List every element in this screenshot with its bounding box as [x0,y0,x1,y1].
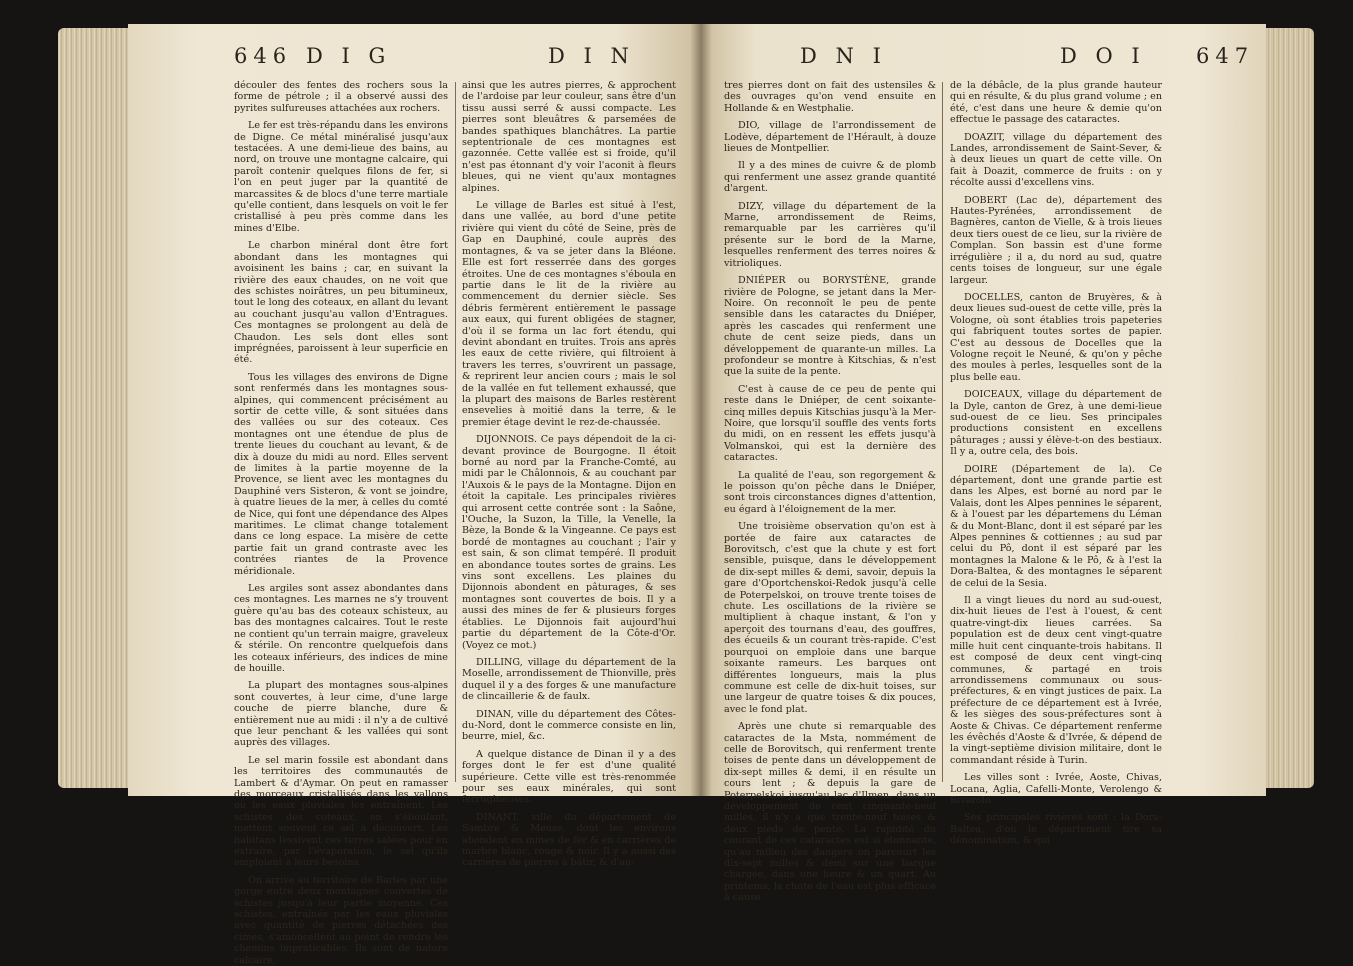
column-rule [942,82,943,782]
paragraph: Ses principales rivières sont : la Dora-Baltea, d'où le département tire sa dénomination, & qui [950,812,1162,847]
running-head-left: D N I [800,44,887,68]
paragraph: Les argiles sont assez abondantes dans ces montagnes. Les marnes ne s'y trouvent guère qu'au bas des coteaux schisteux, au bas des montagnes calcaires. Tout le reste ne contient qu'un terrain maigre, graveleux & stérile. On rencontre quelquefois dans les coteaux inférieurs, des indices de mine de houille. [234,583,448,674]
paragraph: DOCELLES, canton de Bruyères, & à deux lieues sud-ouest de cette ville, près la Vologne, où sont établies trois papeteries qui fabriquent toutes sortes de papier. C'est au dessous de Docelles que la Vologne reçoit le Neuné, & qu'on y pêche des moules à perles, lesquelles sont de la plus belle eau. [950,291,1162,383]
paragraph: DNIÉPER ou BORYSTÈNE, grande rivière de Pologne, se jetant dans la Mer-Noire. On reconnoît le peu de pente sensible dans les cataractes du Dniéper, après les cascades qui renferment une chute de cent seize pieds, dans un développement de quarante-un milles. La profondeur se montre à Kitschias, & n'est que la suite de la pente. [724,275,936,378]
paragraph: La qualité de l'eau, son regorgement & le poisson qu'on pêche dans le Dniéper, sont trois circonstances dignes d'attention, eu égard à l'éloignement de la mer. [724,469,936,515]
book-gutter [690,24,712,796]
paragraph: tres pierres dont on fait des ustensiles & des ouvrages qu'on vend ensuite en Hollande & en Westphalie. [724,80,936,114]
paragraph: DOICEAUX, village du département de la Dyle, canton de Grez, à une demi-lieue sud-ouest de ce lieu. Ses principales productions consistent en excellens pâturages ; aussi y élève-t-on des bestiaux. Il y a, outre cela, des bois. [950,389,1162,458]
paragraph: La plupart des montagnes sous-alpines sont couvertes, à leur cime, d'une large couche de pierre blanche, dure & entièrement nue au midi : il n'y a de cultivé que leur penchant & les vallées qui sont auprès des villages. [234,680,448,749]
left-page-column-2 [462,80,676,869]
paragraph: de la débâcle, de la plus grande hauteur qui en résulte, & du plus grand volume ; en été, c'est dans une heure & demie qu'on effectue le passage des cataractes. [950,80,1162,126]
paragraph: On arrive au territoire de Barles par une gorge entre deux montagnes couvertes de schistes jusqu'à leur partie moyenne. Ces schistes, entraînés par les eaux pluviales avec quantité de pierres détachées des cimes, s'amoncellent au point de rendre les chemins impraticables. Ils sont de nature calcaire, [234,874,448,966]
right-page [700,24,1266,904]
paragraph: DIZY, village du département de la Marne, arrondissement de Reims, remarquable par les carrières qu'il présente sur le bord de la Marne, lesquelles renferment des terres noires & vitrioliques. [724,200,936,269]
paragraph: DOAZIT, village du département des Landes, arrondissement de Saint-Sever, & à deux lieues un quart de cette ville. On fait à Doazit, commerce de fruits : on y récolte aussi d'excellens vins. [950,131,1162,189]
paragraph: Le village de Barles est situé à l'est, dans une vallée, au bord d'une petite rivière qui vient du côté de Seine, près de Gap en Dauphiné, coule auprès des montagnes, & va se jeter dans la Bléone. Elle est fort resserrée dans des gorges étroites. Une de ces montagnes s'éboula en partie dans le lit de la rivière au commencement du dernier siècle. Ses débris fermèrent entièrement le passage aux eaux, qui furent obligées de stagner, d'où il se forma un lac fort étendu, qui devint abondant en truites. Trois ans après les eaux de cette rivière, qui filtroient à travers les terres, s'ouvrirent un passage, & reprirent leur ancien cours ; mais le sol de la vallée en fut tellement exhaussé, que la plupart des maisons de Barles restèrent ensevelies à moitié dans la terre, & le premier étage devint le rez-de-chaussée. [462,200,676,428]
paragraph: DINAN, ville du département des Côtes-du-Nord, dont le commerce consiste en lin, beurre, miel, &c. [462,708,676,743]
right-page-header [700,44,1266,74]
paragraph: DIJONNOIS. Ce pays dépendoit de la ci-devant province de Bourgogne. Il étoit borné au nord par la Franche-Comté, au midi par le Châlonnois, & au couchant par l'Auxois & le pays de la Montagne. Dijon en étoit la capitale. Les principales rivières qui arrosent cette contrée sont : la Saône, l'Ouche, la Suzon, la Tille, la Venelle, la Bèze, la Bonde & la Vingeanne. Ce pays est bordé de montagnes au couchant ; l'air y est sain, & son climat tempéré. Il produit en abondance toutes sortes de grains. Les vins sont excellens. Les plaines du Dijonnois abondent en pâturages, & ses montagnes sont couvertes de bois. Il y a aussi des mines de fer & plusieurs forges établies. Le Dijonnois fait aujourd'hui partie du département de la Côte-d'Or. (Voyez ce mot.) [462,434,676,651]
paragraph: découler des fentes des rochers sous la forme de pétrole ; il a observé aussi des pyrites sulfureuses attachées aux rochers. [234,80,448,114]
page-number: 647 [1196,44,1255,68]
paragraph: Il a vingt lieues du nord au sud-ouest, dix-huit lieues de l'est à l'ouest, & cent quatre-vingt-dix lieues carrées. Sa population est de deux cent vingt-quatre mille huit cent cinquante-trois habitans. Il est composé de deux cent vingt-cinq communes, & partagé en trois arrondissemens communaux ou sous-préfectures, & en vingt justices de paix. La préfecture de ce département est à Ivrée, & les sièges des sous-préfectures sont à Aoste & Chivas. Ce département renferme les évêchés d'Aoste & d'Ivrée, & dépend de la vingt-septième division militaire, dont le commandant réside à Turin. [950,595,1162,766]
paragraph: DILLING, village du département de la Moselle, arrondissement de Thionville, près duquel il y a des forges & une manufacture de clincaillerie & de faulx. [462,656,676,703]
column-rule [455,82,456,782]
paragraph: ainsi que les autres pierres, & approchent de l'ardoise par leur couleur, sans être d'un tissu aussi serré & aussi compacte. Les pierres sont bleuâtres & parsemées de bandes spathiques blanchâtres. La partie septentrionale de ces montagnes est gazonnée. Cette vallée est si froide, qu'il n'est pas étonnant d'y voir l'aconit à fleurs bleues, qui ne vient qu'aux montagnes alpines. [462,80,676,194]
paragraph: Le sel marin fossile est abondant dans les territoires des communautés de Lambert & d'Aymar. On peut en ramasser des morceaux cristallisés dans les vallons où les eaux pluviales les entraînent. Les schistes des coteaux, en s'éboulant, mettent souvent ce sel à découvert. Les habitans lessivent ces terres salées pour en extraire, par l'évaporation, le sel qu'ils emploient à leurs besoins. [234,754,448,869]
running-head-right: D O I [1060,44,1146,68]
paragraph: A quelque distance de Dinan il y a des forges dont le fer est d'une qualité supérieure. Cette ville est très-renommée pour ses eaux minérales, qui sont ferrugineuses. [462,748,676,806]
left-page-header [128,44,700,74]
paragraph: DOBERT (Lac de), département des Hautes-Pyrénées, arrondissement de Bagnères, canton de Vielle, & à trois lieues deux tiers ouest de ce lieu, sur la rivière de Complan. Son bassin est d'une forme irrégulière ; il a, du nord au sud, quatre cents toises de longueur, sur une égale largeur. [950,194,1162,286]
paragraph: Tous les villages des environs de Digne sont renfermés dans les montagnes sous-alpines, qui commencent précisément au sortir de cette ville, & sont situées dans des vallées ou sur des coteaux. Ces montagnes ont une étendue de plus de trente lieues du couchant au levant, & de dix à douze du midi au nord. Elles servent de limites à la partie moyenne de la Provence, se lient avec les montagnes du Dauphiné vers Sisteron, & vont se joindre, à quatre lieues de la mer, à celles du comté de Nice, qui font une dépendance des Alpes maritimes. Le climat change totalement dans ce long espace. La misère de cette partie fait un grand contraste avec les contrées riantes de la Provence méridionale. [234,371,448,577]
right-page-column-1 [724,80,936,904]
right-page-edges [1262,28,1314,788]
left-page-column-1 [234,80,448,966]
running-head-right: D I N [548,44,635,68]
page-number: 646 [234,44,293,68]
paragraph: DIO, village de l'arrondissement de Lodève, département de l'Hérault, à douze lieues de Montpellier. [724,120,936,155]
paragraph: Après une chute si remarquable des cataractes de la Msta, nommément de celle de Borovitsch, qui renferment trente toises de pente dans un développement de dix-sept milles & demi, il en résulte un cours lent ; & depuis la gare de Poterpelskoi jusqu'au lac d'Ilmen, dans un développement de cent cinquante-neuf milles, il n'y a que trente-neuf toises & deux pieds de pente. La rapidité du courant de ces cataractes est si étonnante, qu'au milieu des dangers on parcourt les dix-sept milles & demi sur une barque chargée, dans une heure & un quart. Au printems, la chute de l'eau est plus efficace à cause [724,721,936,904]
right-page-column-2 [950,80,1162,847]
paragraph: Le fer est très-répandu dans les environs de Digne. Ce métal minéralisé jusqu'aux testacées. A une demi-lieue des bains, au nord, on trouve une montagne calcaire, qui paroît contenir quelques filons de fer, si l'on en peut juger par la quantité de marcassites & de blocs d'une terre martiale qu'elle contient, dans lesquels on voit le fer cristallisé à peu près comme dans les mines d'Elbe. [234,120,448,234]
paragraph: DINANT, ville du département de Sambre & Meuse, dont les environs abondent en mines de fer & en carrières de marbre blanc, rouge & noir. Il y a aussi des carrières de pierres à bâtir, & d'au- [462,811,676,869]
paragraph: Une troisième observation qu'on est à portée de faire aux cataractes de Borovitsch, c'est que la chute y est fort sensible, puisque, dans le développement de dix-sept milles & demi, savoir, depuis la gare d'Oportchenskoi-Redok jusqu'à celle de Poterpelskoi, on trouve trente toises de chute. Les oscillations de la rivière se multiplient à chaque instant, & l'on y aperçoit des tournans d'eau, des gouffres, des écueils & un courant très-rapide. C'est pourquoi on emploie dans une barque soixante rameurs. Les barques ont différentes longueurs, mais la plus commune est celle de dix-huit toises, sur une largeur de quatre toises & dix pouces, avec le fond plat. [724,521,936,715]
paragraph: C'est à cause de ce peu de pente qui reste dans le Dniéper, de cent soixante-cinq milles depuis Kitschias jusqu'à la Mer-Noire, que lorsqu'il souffle des vents forts du midi, on en ressent les effets jusqu'à Volmanskoi, qui est la dernière des cataractes. [724,383,936,464]
running-head-left: D I G [306,44,392,68]
paragraph: Les villes sont : Ivrée, Aoste, Chivas, Locana, Aglia, Cafelli-Monte, Verolengo & Rivarolo. [950,772,1162,806]
paragraph: Le charbon minéral dont être fort abondant dans les montagnes qui avoisinent les bains ; car, en suivant la rivière des eaux chaudes, on ne voit que des schistes noirâtres, un peu bitumineux, tout le long des coteaux, en allant du levant au couchant jusqu'au vallon d'Entragues. Ces montagnes se prolongent au delà de Chaudon. Les sels dont elles sont imprégnées, paroissent à leur superficie en été. [234,240,448,366]
paragraph: Il y a des mines de cuivre & de plomb qui renferment une assez grande quantité d'argent. [724,160,936,195]
left-page [128,24,700,966]
left-page-edges [58,28,128,788]
paragraph: DOIRE (Département de la). Ce département, dont une grande partie est dans les Alpes, est borné au nord par le Valais, dont les Alpes pennines le séparent, & à l'ouest par les départemens du Léman & du Mont-Blanc, dont il est séparé par les Alpes pennines & cottiennes ; au sud par celui du Pô, dont il est séparé par les montagnes la Malone & le Pô, & à l'est la Dora-Baltea, & des montagnes le séparent de celui de la Sesia. [950,463,1162,589]
